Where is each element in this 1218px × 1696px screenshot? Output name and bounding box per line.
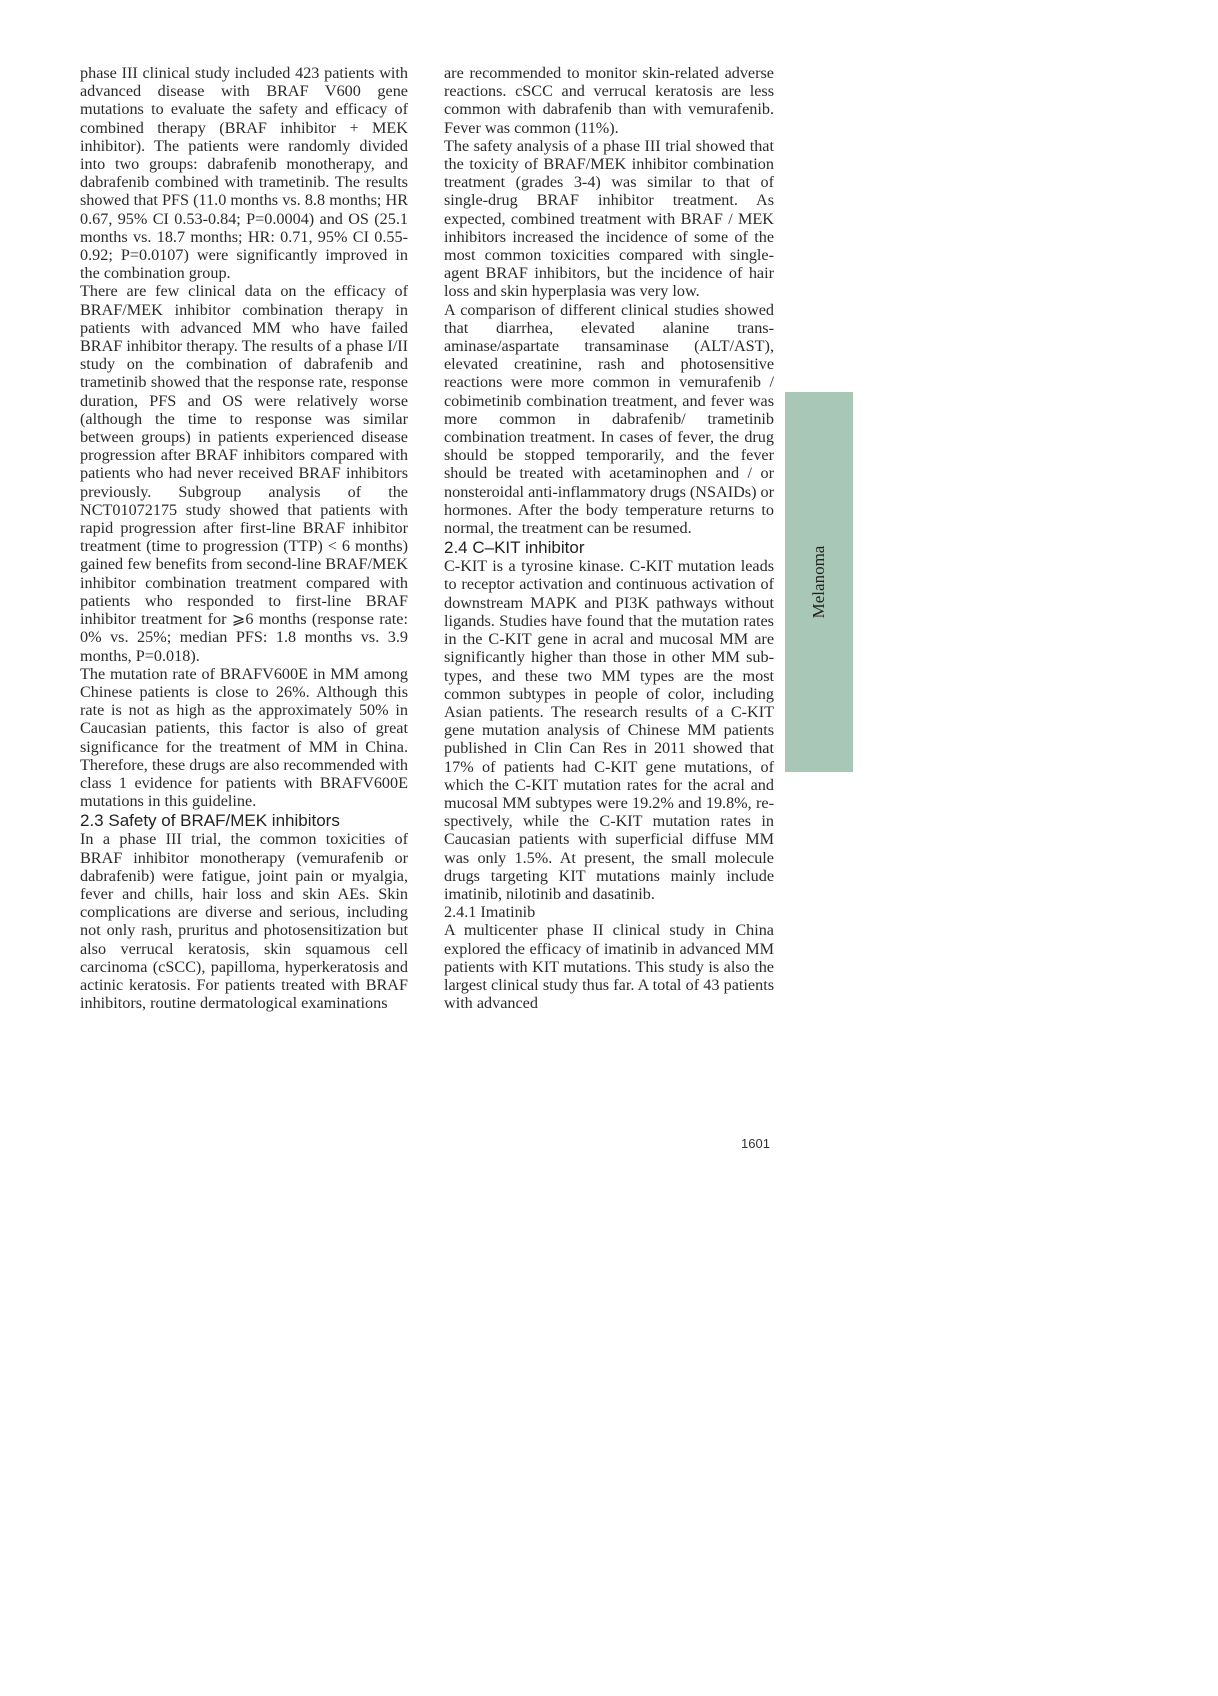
section-heading: 2.3 Safety of BRAF/MEK inhibitors bbox=[80, 811, 340, 831]
paragraph: A comparison of different clinical studies showed that diarrhea, elevated alanine transaminase/aspartate transaminase (ALT/AST), elevated creatinine, rash and photosensitive reactions were more common in vemurafenib / cobimetinib combination treatment, and fever was more common in dabrafenib/ trametinib combination treatment. In cases of fever, the drug should be stopped temporarily, and the fever should be treated with acetaminophen and / or nonsteroidal anti-inflammatory drugs (NSAIDs) or hormones. After the body temperature returns to normal, the treatment can be resumed. bbox=[444, 300, 774, 538]
paragraph: phase III clinical study included 423 patients with advanced disease with BRAF V600 gene mutations to evaluate the safety and efficacy of combined therapy (BRAF inhibitor + MEK inhibitor). The patients were randomly divided into two groups: dabrafenib monotherapy, and dabrafenib combined with trametinib. The results showed that PFS (11.0 months vs. 8.8 months; HR 0.67, 95% CI 0.53-0.84; P=0.0004) and OS (25.1 months vs. 18.7 months; HR: 0.71, 95% CI 0.55-0.92; P=0.0107) were significantly improved in the combination group. bbox=[80, 64, 408, 283]
side-tab-label: Melanoma bbox=[809, 545, 828, 619]
section-side-tab bbox=[785, 392, 853, 772]
paragraph: The mutation rate of BRAFV600E in MM among Chinese patients is close to 26%. Although this rate is not as high as the approximately 50% in Caucasian patients, this factor is also of great significance for the treatment of MM in China. Therefore, these drugs are also recommended with class 1 evidence for patients with BRAFV600E mutations in this guideline. bbox=[80, 664, 408, 811]
page-number: 1601 bbox=[741, 1136, 770, 1151]
subsection-heading: 2.4.1 Imatinib bbox=[444, 903, 536, 922]
paragraph: are recommended to monitor skin-related adverse reactions. cSCC and verrucal keratosis are less common with dabrafenib than with vemurafenib. Fever was common (11%). bbox=[444, 64, 774, 137]
paragraph: There are few clinical data on the efficacy of BRAF/MEK inhibitor combination therapy in patients with advanced MM who have failed BRAF inhibitor therapy. The results of a phase I/II study on the combination of dabrafenib and trametinib showed that the response rate, response duration, PFS and OS were relatively worse (although the time to response was similar between groups) in patients experienced disease progression after BRAF inhibitors compared with patients who had never received BRAF inhibitors previously. Subgroup analysis of the NCT01072175 study showed that patients with rapid progression after first-line BRAF inhibitor treatment (time to progression (TTP) < 6 months) gained few benefits from second-line BRAF/MEK inhibitor combination treatment compared with patients who responded to first-line BRAF inhibitor treatment for ⩾6 months (response rate: 0% vs. 25%; median PFS: 1.8 months vs. 3.9 months, P=0.018). bbox=[80, 282, 408, 665]
paragraph: The safety analysis of a phase III trial showed that the toxicity of BRAF/MEK inhibitor combination treatment (grades 3-4) was similar to that of single-drug BRAF inhibitor treatment. As expected, combined treatment with BRAF / MEK inhibitors increased the incidence of some of the most common toxicities compared with single-agent BRAF inhibitors, but the incidence of hair loss and skin hyperplasia was very low. bbox=[444, 136, 774, 301]
paragraph: A multicenter phase II clinical study in China explored the efficacy of imatinib in advanced MM patients with KIT mutations. This study is also the largest clinical study thus far. A total of 43 patients with advanced bbox=[444, 921, 774, 1013]
paragraph: In a phase III trial, the common toxicities of BRAF inhibitor monotherapy (vemurafenib or dabrafenib) were fatigue, joint pain or myalgia, fever and chills, hair loss and skin AEs. Skin complications are diverse and serious, including not only rash, pruritus and photosensitization but also verrucal keratosis, skin squamous cell carcinoma (cSCC), papilloma, hyperkeratosis and actinic keratosis. For patients treated with BRAF inhibitors, routine dermatological examinations bbox=[80, 830, 408, 1013]
paragraph: C-KIT is a tyrosine kinase. C-KIT mutation leads to receptor activation and continuous activation of downstream MAPK and PI3K pathways without ligands. Studies have found that the mutation rates in the C-KIT gene in acral and mucosal MM are significantly higher than those in other MM subtypes, and these two MM types are the most common subtypes in people of color, including Asian patients. The research results of a C-KIT gene mutation analysis of Chinese MM patients published in Clin Can Res in 2011 showed that 17% of patients had C-KIT gene mutations, of which the C-KIT mutation rates for the acral and mucosal MM subtypes were 19.2% and 19.8%, respectively, while the C-KIT mutation rates in Caucasian patients with superficial diffuse MM was only 1.5%. At present, the small molecule drugs targeting KIT mutations mainly include imatinib, nilotinib and dasatinib. bbox=[444, 557, 774, 903]
left-column bbox=[80, 64, 408, 1012]
section-heading: 2.4 C–KIT inhibitor bbox=[444, 538, 585, 558]
right-column bbox=[444, 64, 774, 1012]
